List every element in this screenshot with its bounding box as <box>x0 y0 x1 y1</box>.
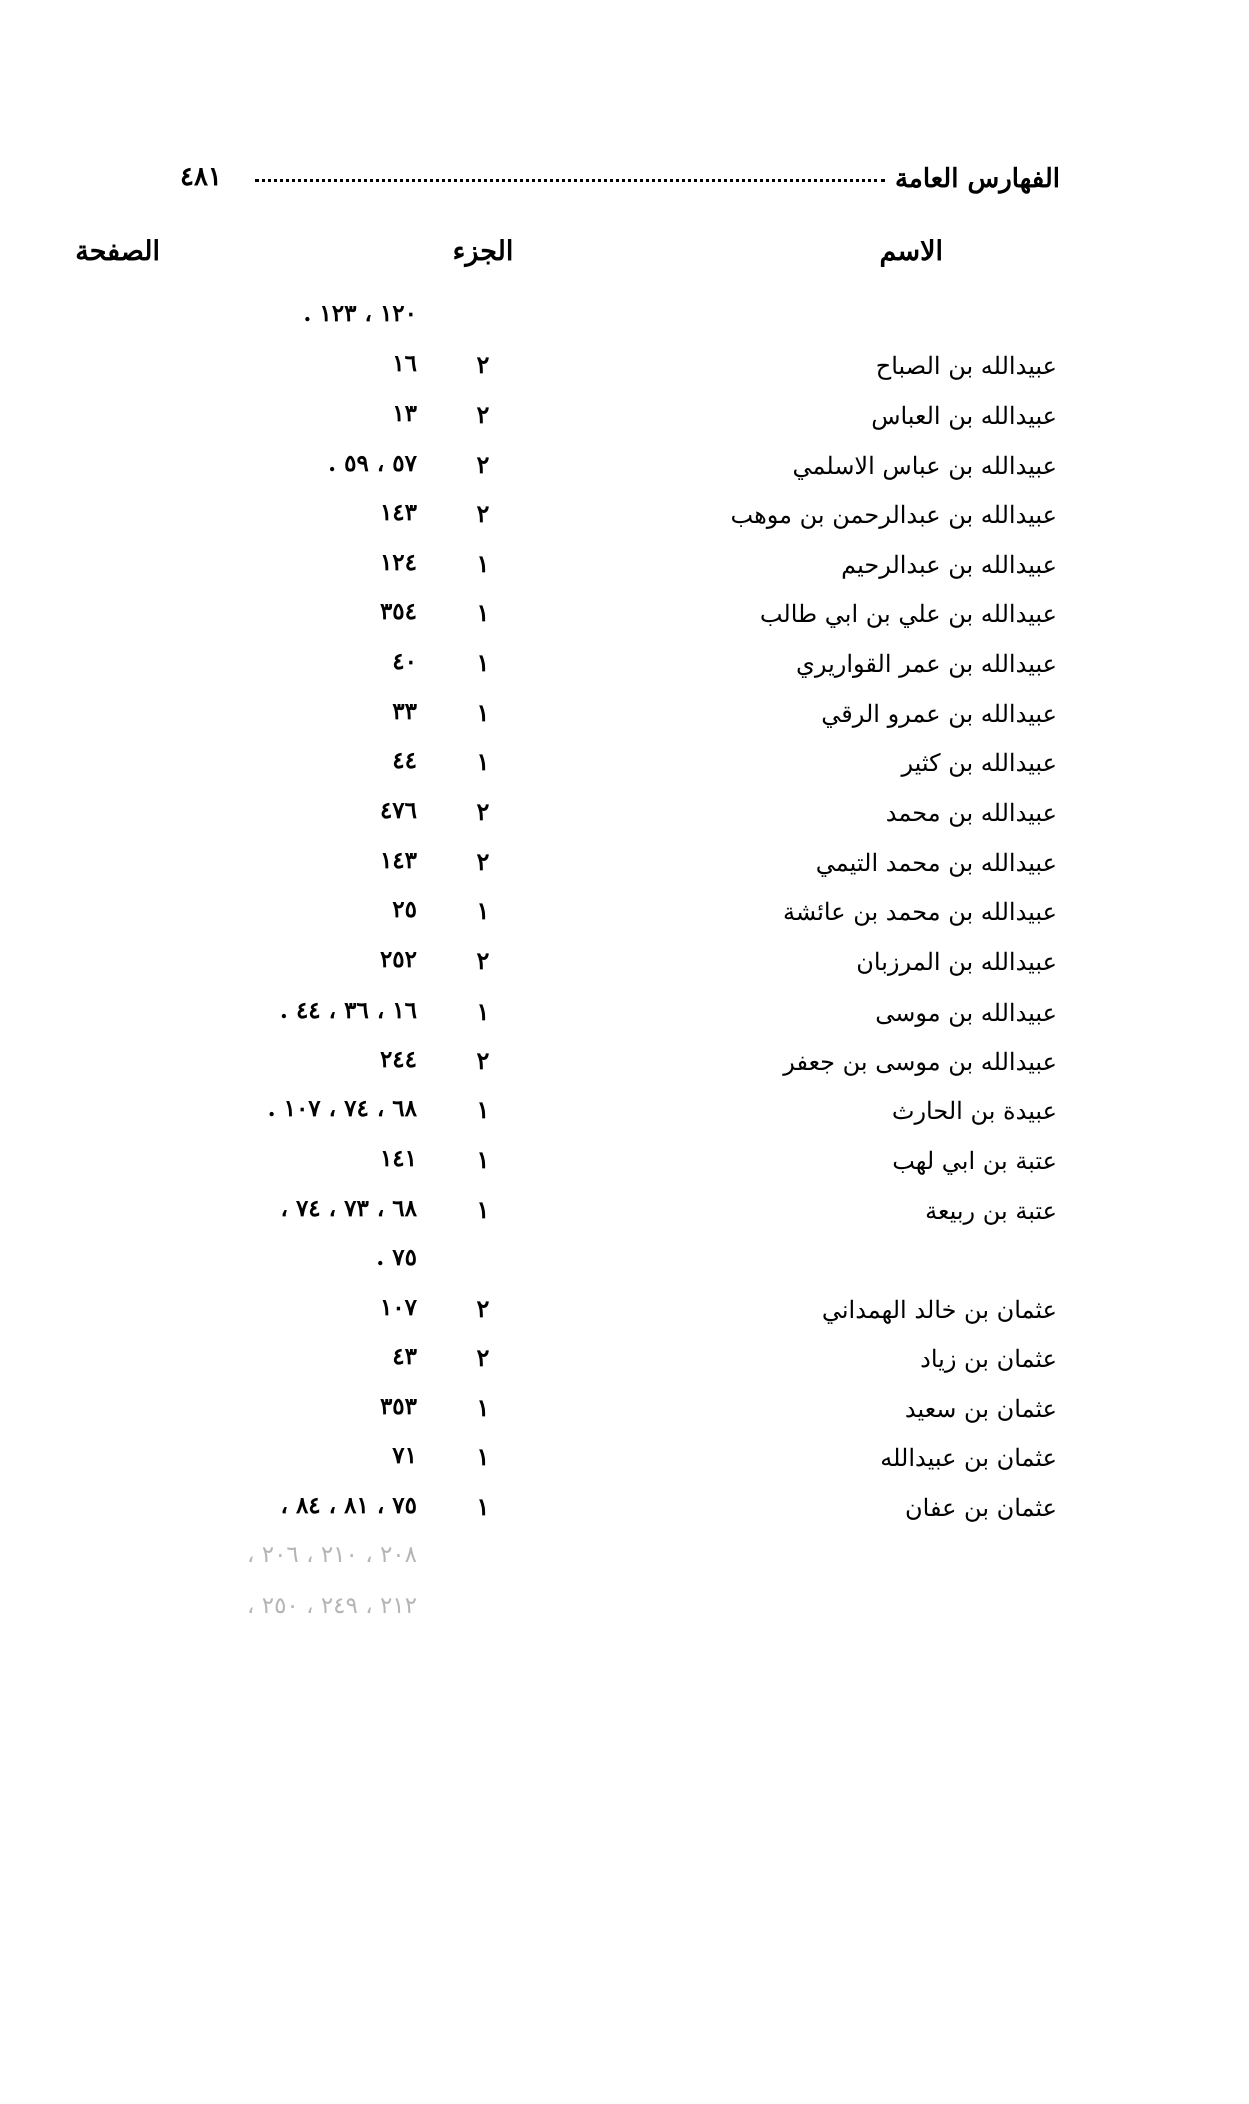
column-header-page: الصفحة <box>75 236 160 267</box>
index-entry-row <box>0 1042 1249 1088</box>
entry-name: عتبة بن ربيعة <box>925 1197 1057 1225</box>
entry-part: ١ <box>476 1393 490 1422</box>
entry-pages: ٦٨ ، ٧٣ ، ٧٤ ، <box>280 1195 417 1222</box>
index-entry-row <box>0 594 1249 640</box>
index-entry-row <box>0 892 1249 938</box>
entry-pages: ١٦ ، ٣٦ ، ٤٤ . <box>279 997 417 1024</box>
running-header <box>180 160 1060 204</box>
entry-name: عبيدالله بن محمد <box>885 799 1057 827</box>
index-entry-row <box>0 1488 1249 1534</box>
entry-part: ١ <box>476 997 490 1026</box>
entry-name: عثمان بن عفان <box>905 1494 1057 1522</box>
index-entry-row <box>0 1290 1249 1336</box>
index-entry-row <box>0 495 1249 541</box>
entry-name: عثمان بن خالد الهمداني <box>821 1296 1057 1324</box>
entry-name: عثمان بن زياد <box>920 1345 1057 1373</box>
index-entry-row <box>0 446 1249 492</box>
index-entry-row <box>0 346 1249 392</box>
entry-part: ١ <box>476 1492 490 1521</box>
index-entry-row <box>0 942 1249 988</box>
entry-name: عبيدالله بن محمد بن عائشة <box>782 898 1057 926</box>
entry-part: ٢ <box>476 400 490 429</box>
entry-pages: ٢٠٨ ، ٢١٠ ، ٢٠٦ ، <box>246 1542 417 1568</box>
entry-pages: ٦٨ ، ٧٤ ، ١٠٧ . <box>267 1095 417 1122</box>
entry-part: ٢ <box>476 1343 490 1372</box>
entry-pages: ٤٣ <box>392 1343 417 1370</box>
index-entry-row <box>0 1141 1249 1187</box>
entry-pages: ٥٧ ، ٥٩ . <box>328 450 417 477</box>
entry-pages: ٣٥٤ <box>379 598 417 625</box>
entry-name: عبيدالله بن عبدالرحيم <box>841 551 1057 579</box>
entry-part: ١ <box>476 698 490 727</box>
entry-part: ١ <box>476 747 490 776</box>
column-header-part: الجزء <box>452 236 514 267</box>
entry-pages: ٣٥٣ <box>379 1393 417 1420</box>
index-entry-row <box>0 793 1249 839</box>
entry-part: ٢ <box>476 1294 490 1323</box>
entry-part: ١ <box>476 648 490 677</box>
leader-dots <box>255 178 885 182</box>
index-entry-row <box>0 1589 1249 1635</box>
entry-name: عبيدالله بن موسى <box>875 999 1057 1027</box>
entry-pages: ٣٣ <box>392 698 417 725</box>
entry-name: عبيدالله بن المرزبان <box>856 948 1057 976</box>
entry-part: ٢ <box>476 499 490 528</box>
entry-name: عبيدالله بن كثير <box>901 749 1057 777</box>
entry-pages: ١٤١ <box>379 1145 417 1172</box>
page-number: ٤٨١ <box>180 162 222 192</box>
entry-pages: ١٢٠ ، ١٢٣ . <box>303 300 417 327</box>
index-entry-row <box>0 396 1249 442</box>
index-entry-row <box>0 1339 1249 1385</box>
entry-part: ١ <box>476 1145 490 1174</box>
entry-pages: ٧٥ . <box>376 1244 417 1271</box>
index-entry-row <box>0 1091 1249 1137</box>
entry-name: عبيدالله بن محمد التيمي <box>815 849 1057 877</box>
entry-part: ٢ <box>476 946 490 975</box>
entry-pages: ١٤٣ <box>379 499 417 526</box>
entry-pages: ٢٤٤ <box>379 1046 417 1073</box>
entry-pages: ٢٥٢ <box>379 946 417 973</box>
entry-pages: ٧٥ ، ٨١ ، ٨٤ ، <box>280 1492 417 1519</box>
entry-part: ٢ <box>476 450 490 479</box>
entry-part: ١ <box>476 1195 490 1224</box>
entry-part: ١ <box>476 896 490 925</box>
entry-name: عبيدالله بن عبدالرحمن بن موهب <box>730 501 1057 529</box>
index-entry-row <box>0 993 1249 1039</box>
index-entry-row <box>0 694 1249 740</box>
entry-part: ١ <box>476 549 490 578</box>
index-entry-row <box>0 1389 1249 1435</box>
entry-pages: ١٢٤ <box>379 549 417 576</box>
entry-part: ١ <box>476 1095 490 1124</box>
entry-part: ١ <box>476 1442 490 1471</box>
entry-pages: ١٠٧ <box>379 1294 417 1321</box>
entry-part: ٢ <box>476 847 490 876</box>
entry-pages: ٢٥ <box>392 896 417 923</box>
entry-name: عبيدالله بن علي بن ابي طالب <box>759 600 1057 628</box>
entry-part: ٢ <box>476 797 490 826</box>
index-entry-row <box>0 1240 1249 1286</box>
entry-pages: ٤٠ <box>392 648 417 675</box>
entry-name: عبيدالله بن العباس <box>871 402 1057 430</box>
index-entry-row <box>0 843 1249 889</box>
entry-name: عبيدالله بن عمرو الرقي <box>821 700 1057 728</box>
entry-part: ١ <box>476 598 490 627</box>
column-header-name: الاسم <box>879 236 943 267</box>
entry-name: عتبة بن ابي لهب <box>892 1147 1057 1175</box>
index-entry-row <box>0 296 1249 342</box>
running-title: الفهارس العامة <box>894 164 1060 194</box>
entry-name: عثمان بن عبيدالله <box>880 1444 1057 1472</box>
index-entry-row <box>0 1538 1249 1584</box>
entry-pages: ٤٤ <box>392 747 417 774</box>
entry-pages: ١٤٣ <box>379 847 417 874</box>
entry-pages: ١٦ <box>392 350 417 377</box>
index-entry-row <box>0 545 1249 591</box>
entry-part: ٢ <box>476 350 490 379</box>
entry-pages: ٧١ <box>392 1442 417 1469</box>
entry-pages: ٤٧٦ <box>379 797 417 824</box>
entry-pages: ٢١٢ ، ٢٤٩ ، ٢٥٠ ، <box>246 1593 417 1619</box>
index-entry-row <box>0 1191 1249 1237</box>
entry-name: عبيدالله بن عمر القواريري <box>796 650 1057 678</box>
entry-name: عبيدالله بن موسى بن جعفر <box>783 1048 1057 1076</box>
entry-name: عبيدة بن الحارث <box>891 1097 1057 1125</box>
index-entry-row <box>0 1438 1249 1484</box>
entry-name: عبيدالله بن الصباح <box>875 352 1057 380</box>
entry-part: ٢ <box>476 1046 490 1075</box>
entry-name: عثمان بن سعيد <box>904 1395 1057 1423</box>
entry-pages: ١٣ <box>392 400 417 427</box>
entry-name: عبيدالله بن عباس الاسلمي <box>792 452 1057 480</box>
index-entry-row <box>0 644 1249 690</box>
index-entry-row <box>0 743 1249 789</box>
